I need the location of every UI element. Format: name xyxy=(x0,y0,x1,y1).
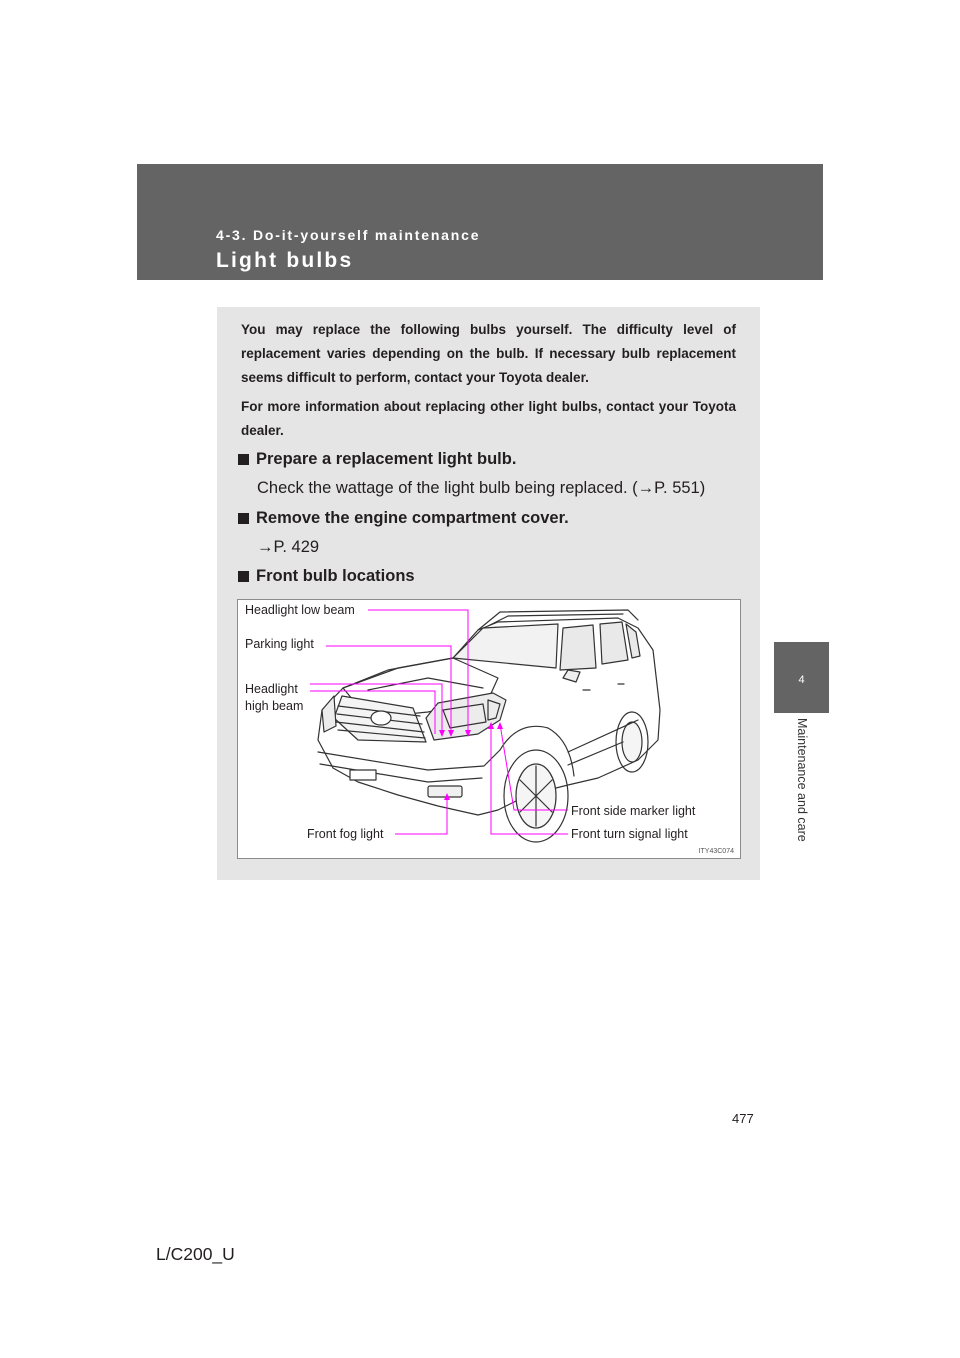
intro-paragraph: You may replace the following bulbs yourself. The difficulty level of replacement varies depending on the bulb. If necessary bulb replacement seems difficult to perform, contact your Toyota dealer. xyxy=(241,322,736,385)
page-number: 477 xyxy=(732,1111,754,1126)
callout-parking-light: Parking light xyxy=(245,637,314,651)
callout-headlight-low-beam: Headlight low beam xyxy=(245,603,355,617)
chapter-tab-label: Maintenance and care xyxy=(795,718,809,842)
callout-front-turn-signal-light: Front turn signal light xyxy=(571,827,688,841)
callout-front-side-marker-light: Front side marker light xyxy=(571,804,696,818)
square-bullet-icon xyxy=(238,454,249,465)
chapter-tab-number: 4 xyxy=(798,674,805,686)
callout-front-fog-light: Front fog light xyxy=(307,827,384,841)
section-heading xyxy=(238,450,516,469)
section-heading-text: Prepare a replacement light bulb. xyxy=(256,450,517,468)
figure-code: ITY43C074 xyxy=(698,848,734,855)
callout-headlight-high-beam-line2: high beam xyxy=(245,699,304,713)
intro-paragraph: For more information about replacing other light bulbs, contact your Toyota dealer. xyxy=(241,399,736,438)
chapter-tab[interactable] xyxy=(774,642,829,713)
chapter-tab-label-wrap xyxy=(782,718,822,868)
section-heading-text: Front bulb locations xyxy=(256,567,415,585)
section-body: Check the wattage of the light bulb being replaced. (→P. 551) xyxy=(257,479,706,497)
callout-headlight-high-beam-line1: Headlight xyxy=(245,682,298,696)
square-bullet-icon xyxy=(238,513,249,524)
section-heading xyxy=(238,509,569,528)
square-bullet-icon xyxy=(238,571,249,582)
section-heading-text: Remove the engine compartment cover. xyxy=(256,509,569,527)
model-code: L/C200_U xyxy=(156,1244,235,1264)
section-body: →P. 429 xyxy=(257,538,320,556)
section-heading xyxy=(238,567,415,586)
section-label: 4-3. Do-it-yourself maintenance xyxy=(216,227,481,243)
page-title: Light bulbs xyxy=(216,249,354,272)
bulb-location-diagram xyxy=(237,599,741,859)
